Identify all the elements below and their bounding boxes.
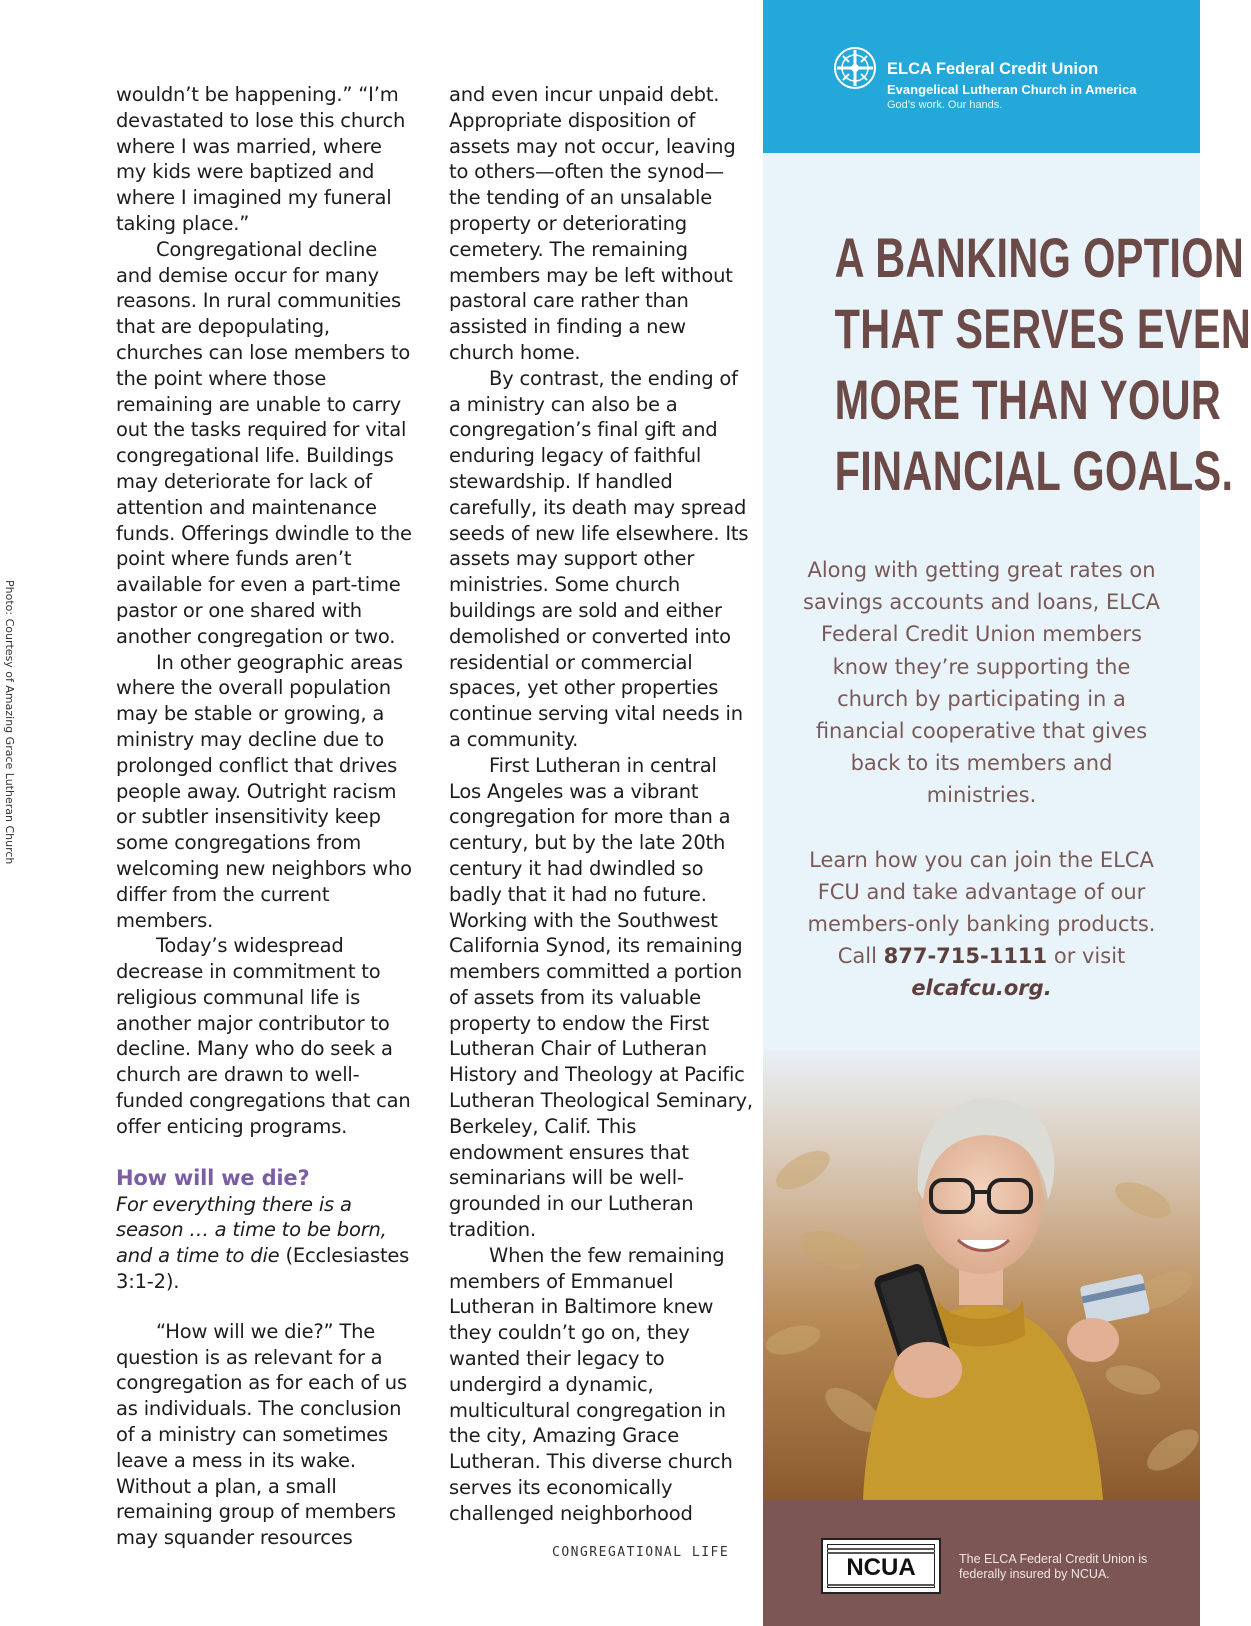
paragraph: Congregational decline and demise occur for many reasons. In rural communities that are depopulating, churches can lose members to the point where those remaining are unable to carry out the tasks required for vital congregational life. Buildings may deteriorate for lack of attention and maintenance funds. Offerings dwindle to the point where funds aren’t available for even a part-time pastor or one shared with another congregation or two. [116,237,412,648]
ad-headline-line: FINANCIAL GOALS. [834,439,1234,502]
paragraph: wouldn’t be happening.” “I’m devastated to lose this church where I was married, where my kids were baptized and where I imagined my funeral taking place.” [116,83,406,235]
ad-org-subtitle: Evangelical Lutheran Church in America [887,82,1137,97]
paragraph: In other geographic areas where the overall population may be stable or growing, a ministry may decline due to prolonged conflict that drives people away. Outright racism or subtler insensitivity keep some congregations from welcoming new neighbors who differ from the current members. [116,650,412,932]
advertisement [763,0,1251,1626]
paragraph: When the few remaining members of Emmanuel Lutheran in Baltimore knew they couldn’t go on, they wanted their legacy to undergird a dynamic, multicultural congregation in the city, Amazing Grace Lutheran. This diverse church serves its economically challenged neighborhood [449,1243,733,1525]
ncua-logo-text: NCUA [846,1554,916,1581]
ad-headline-line: THAT SERVES EVEN [834,297,1251,360]
photo-credit [2,580,16,865]
elca-cross-logo-icon [833,46,877,90]
photo-credit-text: Photo: Courtesy of Amazing Grace Lutheran Church [3,580,16,865]
ad-tagline: God’s work. Our hands. [887,99,1003,111]
scripture-text: For everything there is a season … a time to be born, and a time to die [116,1192,387,1268]
ad-website-link[interactable]: elcafcu.org. [911,976,1052,1001]
paragraph: Today’s widespread decrease in commitment to religious communal life is another major contributor to decline. Many who do seek a church are drawn to well-funded congregations that can offer enticing programs. [116,934,411,1138]
ncua-fine-print-line [827,1584,935,1586]
section-footer-label: CONGREGATIONAL LIFE [552,1545,730,1560]
ncua-insurance-notice: The ELCA Federal Credit Union is federally insured by NCUA. [959,1552,1148,1581]
paragraph: First Lutheran in central Los Angeles was a vibrant congregation for more than a century, but by the late 20th century it had dwindled so badly that it had no future. Working with the Southwest California Synod, its remaining members committed a portion of assets from its valuable property to endow the First Lutheran Chair of Lutheran History and Theology at Pacific Lutheran Theological Seminary, Berkeley, Calif. This endowment ensures that seminarians will be well-grounded in our Lutheran tradition. [449,753,753,1242]
ad-cta-text: Learn how you can join the ELCA FCU and take advantage of our members-only banking products. Call [807,847,1156,969]
ncua-logo [821,1538,941,1594]
ad-body [803,554,1160,1005]
ncua-fine-print-line [827,1548,935,1550]
paragraph: and even incur unpaid debt. Appropriate disposition of assets may not occur, leaving to others—often the synod—the tending of an unsalable property or deteriorating cemetery. The remaining members may be left without pastoral care rather than assisted in finding a new church home. [449,83,736,364]
ad-headline [834,222,1251,506]
ad-org-name: ELCA Federal Credit Union [887,60,1099,78]
scripture-quote [116,1192,416,1295]
ad-cta-text: or visit [1047,944,1126,969]
article-left-column [116,82,416,1551]
scripture-reference: (Ecclesiastes 3:1-2). [116,1244,410,1294]
ad-headline-line: MORE THAN YOUR [834,368,1222,431]
ad-body-paragraph: Along with getting great rates on savings accounts and loans, ELCA Federal Credit Union members know they’re supporting the church by participating in a financial cooperative that gives back to its members and ministries. [803,558,1160,808]
ad-photo-woman-with-phone [763,1050,1200,1500]
ad-header [763,0,1200,153]
section-heading: How will we die? [116,1165,310,1190]
ad-headline-line: A BANKING OPTION [834,226,1245,289]
paragraph: By contrast, the ending of a ministry can also be a congregation’s final gift and enduring legacy of faithful stewardship. If handled carefully, its death may spread seeds of new life elsewhere. Its assets may support other ministries. Some church buildings are sold and either demolished or converted into residential or commercial spaces, yet other properties continue serving vital needs in a community. [449,366,749,751]
article-right-column [449,82,754,1527]
ad-footer [763,1500,1200,1626]
ad-call-to-action [803,844,1160,1005]
ad-phone-number[interactable]: 877-715-1111 [883,944,1048,969]
paragraph: “How will we die?” The question is as relevant for a congregation as for each of us as individuals. The conclusion of a ministry can sometimes leave a mess in its wake. Without a plan, a small remaining group of members may squander resources [116,1319,407,1550]
